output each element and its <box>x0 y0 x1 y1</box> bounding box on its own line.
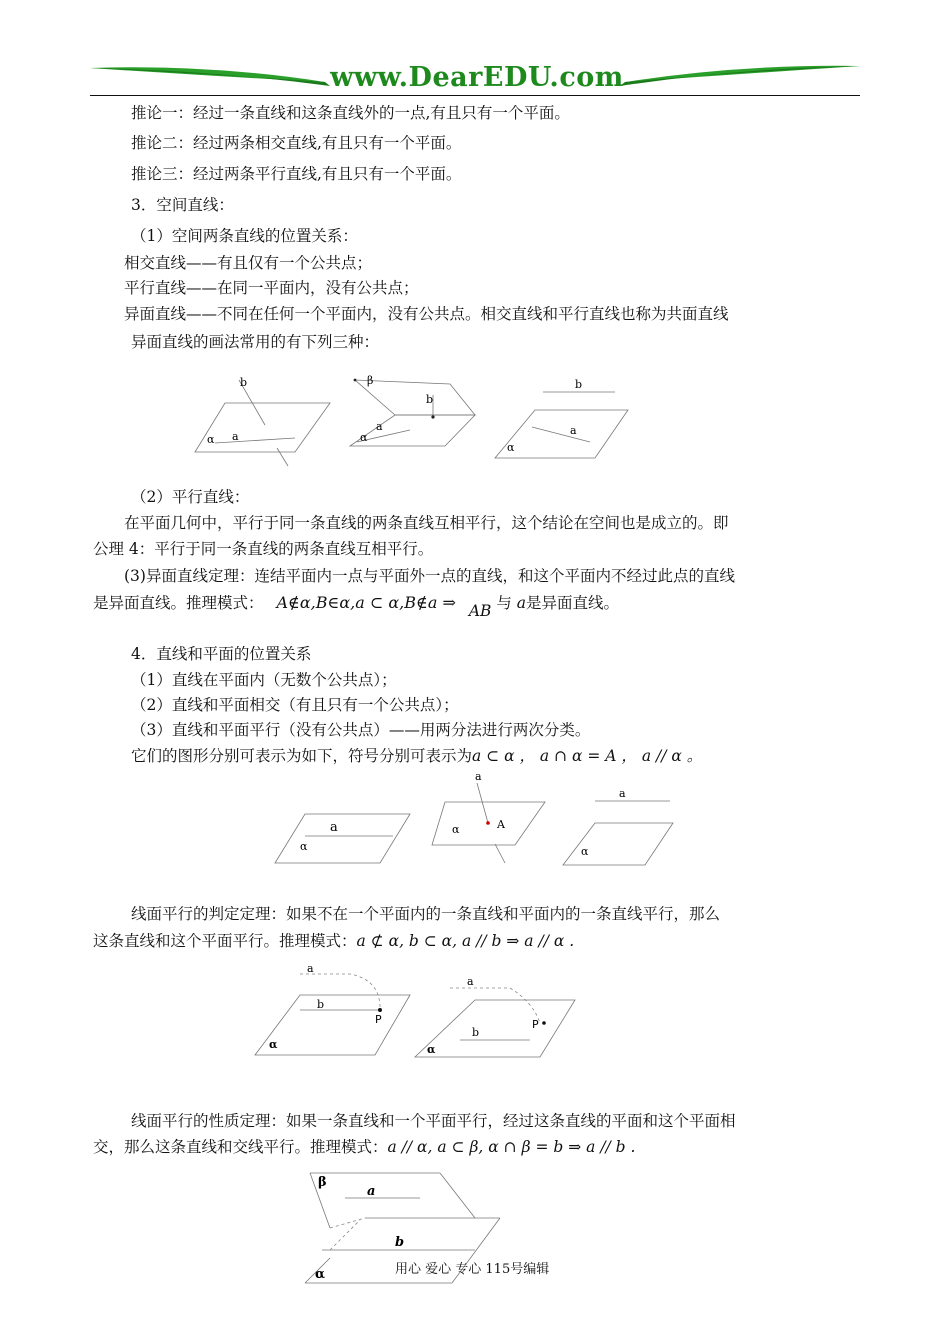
section-3-heading: 3．空间直线： <box>131 196 234 214</box>
section-4-3: （3）直线和平面平行（没有公共点）——用两分法进行两次分类。 <box>131 721 591 739</box>
fig9-label-beta: β <box>318 1175 327 1190</box>
skew-theorem-suffix: 是异面直线。 <box>526 594 620 612</box>
fig9-label-alpha: α <box>315 1267 326 1282</box>
property-theorem-line2 <box>93 1136 635 1158</box>
judgement-theorem-line2 <box>93 930 574 952</box>
section-4-symbols <box>131 745 702 767</box>
judgement-prefix: 这条直线和这个平面平行。推理模式： <box>93 932 357 950</box>
fig5-label-A: A <box>497 818 505 831</box>
relation-parallel: 平行直线——在同一平面内，没有公共点； <box>124 279 419 297</box>
line-parallel-plane-figure <box>563 801 673 865</box>
header-rule <box>90 95 860 96</box>
corollary-2: 推论二：经过两条相交直线,有且只有一个平面。 <box>131 134 462 152</box>
skew-figure-3 <box>495 392 628 458</box>
skew-theorem-ab: AB <box>468 602 492 620</box>
fig1-label-b: b <box>240 376 248 389</box>
fig5-label-alpha: α <box>452 823 460 836</box>
fig2-label-b: b <box>426 393 434 406</box>
section-3-2-heading: （2）平行直线： <box>131 488 250 506</box>
line-plane-figures <box>275 768 675 868</box>
section-4-1: （1）直线在平面内（无数个公共点）； <box>131 671 397 689</box>
corollary-3: 推论三：经过两条平行直线,有且只有一个平面。 <box>131 165 462 183</box>
fig7-label-a: a <box>307 962 314 975</box>
skew-lines-figures <box>195 370 635 470</box>
symbols-formula: a ⊂ α ， a ∩ α = A ， a // α 。 <box>472 747 703 765</box>
fig2-label-a: a <box>376 420 383 433</box>
property-formula: a // α, a ⊂ β, α ∩ β = b ⇒ a // b . <box>387 1138 636 1156</box>
corollary-1: 推论一：经过一条直线和这条直线外的一点,有且只有一个平面。 <box>131 104 570 122</box>
fig3-label-b: b <box>575 378 583 391</box>
fig2-label-alpha: α <box>360 431 368 444</box>
fig2-label-beta: β <box>367 374 374 387</box>
judgement-figure-1 <box>255 995 410 1055</box>
line-in-plane-figure <box>275 814 410 863</box>
judgement-figures <box>255 960 585 1060</box>
fig4-label-a: a <box>330 820 338 835</box>
section-4-2: （2）直线和平面相交（有且只有一个公共点）； <box>131 696 459 714</box>
fig9-label-b: b <box>395 1235 405 1250</box>
fig9-label-a: a <box>367 1184 376 1199</box>
page-footer: 用心 爱心 专心 115号编辑 <box>395 1262 550 1277</box>
skew-figure-2 <box>350 380 475 446</box>
fig4-label-alpha: α <box>300 840 308 853</box>
skew-theorem: (3)异面直线定理：连结平面内一点与平面外一点的直线，和这个平面内不经过此点的直线 <box>124 567 735 585</box>
fig3-label-a: a <box>570 424 577 437</box>
fig7-label-P: P <box>375 1013 382 1026</box>
skew-figure-1 <box>195 380 330 466</box>
fig8-label-b: b <box>472 1026 480 1039</box>
symbols-prefix: 它们的图形分别可表示为如下，符号分别可表示为 <box>131 747 473 765</box>
skew-theorem-a: a <box>516 594 527 612</box>
fig8-label-P: P <box>532 1018 539 1031</box>
skew-theorem-prefix: 是异面直线。推理模式： <box>93 594 264 612</box>
skew-theorem-with: 与 <box>496 594 512 612</box>
fig6-label-a: a <box>619 787 626 800</box>
property-prefix: 交，那么这条直线和交线平行。推理模式： <box>93 1138 388 1156</box>
fig8-label-a: a <box>467 975 474 988</box>
site-header <box>90 60 860 98</box>
axiom-4: 公理 4：平行于同一条直线的两条直线互相平行。 <box>93 540 434 558</box>
section-4-heading: 4．直线和平面的位置关系 <box>131 645 312 663</box>
judgement-theorem: 线面平行的判定定理：如果不在一个平面内的一条直线和平面内的一条直线平行，那么 <box>131 905 721 923</box>
fig1-label-a: a <box>232 430 239 443</box>
property-theorem: 线面平行的性质定理：如果一条直线和一个平面平行，经过这条直线的平面和这个平面相 <box>131 1112 736 1130</box>
relation-intersecting: 相交直线——有且仅有一个公共点； <box>124 254 373 272</box>
fig2-point <box>431 415 434 418</box>
fig1-label-alpha: α <box>207 433 215 446</box>
judgement-figure-2 <box>415 1000 575 1057</box>
site-logo: www.DearEDU.com <box>330 62 624 93</box>
fig8-label-alpha: α <box>427 1043 436 1056</box>
relation-skew: 异面直线——不同在任何一个平面内，没有公共点。相交直线和平行直线也称为共面直线 <box>124 305 729 323</box>
fig3-label-alpha: α <box>507 441 515 454</box>
fig6-label-alpha: α <box>581 845 589 858</box>
intersection-point <box>486 821 490 825</box>
fig7-label-b: b <box>317 998 325 1011</box>
skew-drawing-intro: 异面直线的画法常用的有下列三种： <box>131 333 380 351</box>
skew-theorem-formula: A∉α,B∈α,a ⊂ α,B∉a ⇒ <box>276 593 456 612</box>
skew-theorem-line2 <box>93 592 620 620</box>
fig7-label-alpha: α <box>269 1038 278 1051</box>
parallel-paragraph: 在平面几何中，平行于同一条直线的两条直线互相平行，这个结论在空间也是成立的。即 <box>124 514 729 532</box>
fig5-label-a: a <box>475 770 482 783</box>
section-3-1-heading: （1）空间两条直线的位置关系： <box>131 227 358 245</box>
judgement-formula: a ⊄ α, b ⊂ α, a // b ⇒ a // α . <box>356 932 575 950</box>
